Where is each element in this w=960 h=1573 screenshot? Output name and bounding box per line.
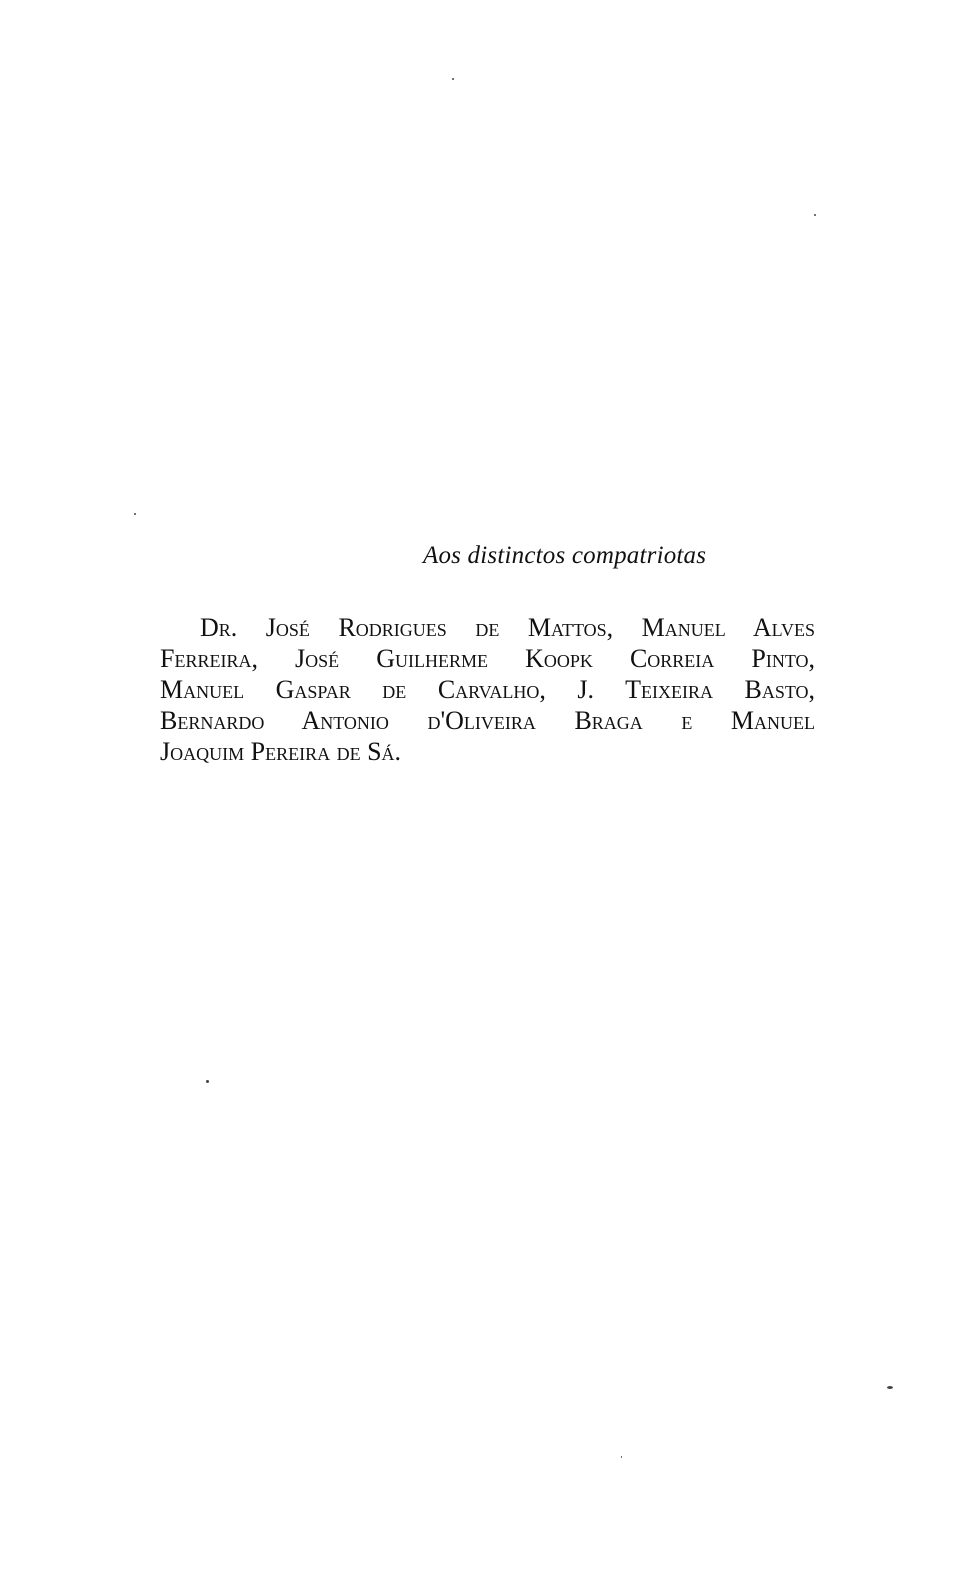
dedication-line: Ferreira, José Guilherme Koopk Correia Pinto, [160,644,815,673]
scan-speck [134,513,136,515]
scan-speck [814,214,816,216]
scan-speck [206,1080,209,1083]
dedication-line: Joaquim Pereira de Sá. [160,737,402,766]
dedication-line: Dr. José Rodrigues de Mattos, Manuel Alves [200,613,815,642]
dedication-line: Manuel Gaspar de Carvalho, J. Teixeira Basto, [160,675,815,704]
scan-speck [887,1386,893,1389]
dedication-line: Bernardo Antonio d'Oliveira Braga e Manuel [160,706,815,735]
scan-speck [621,1456,622,1458]
scan-speck [452,78,454,80]
dedication-heading: Aos distinctos compatriotas [423,542,707,569]
dedication-body [160,612,815,767]
